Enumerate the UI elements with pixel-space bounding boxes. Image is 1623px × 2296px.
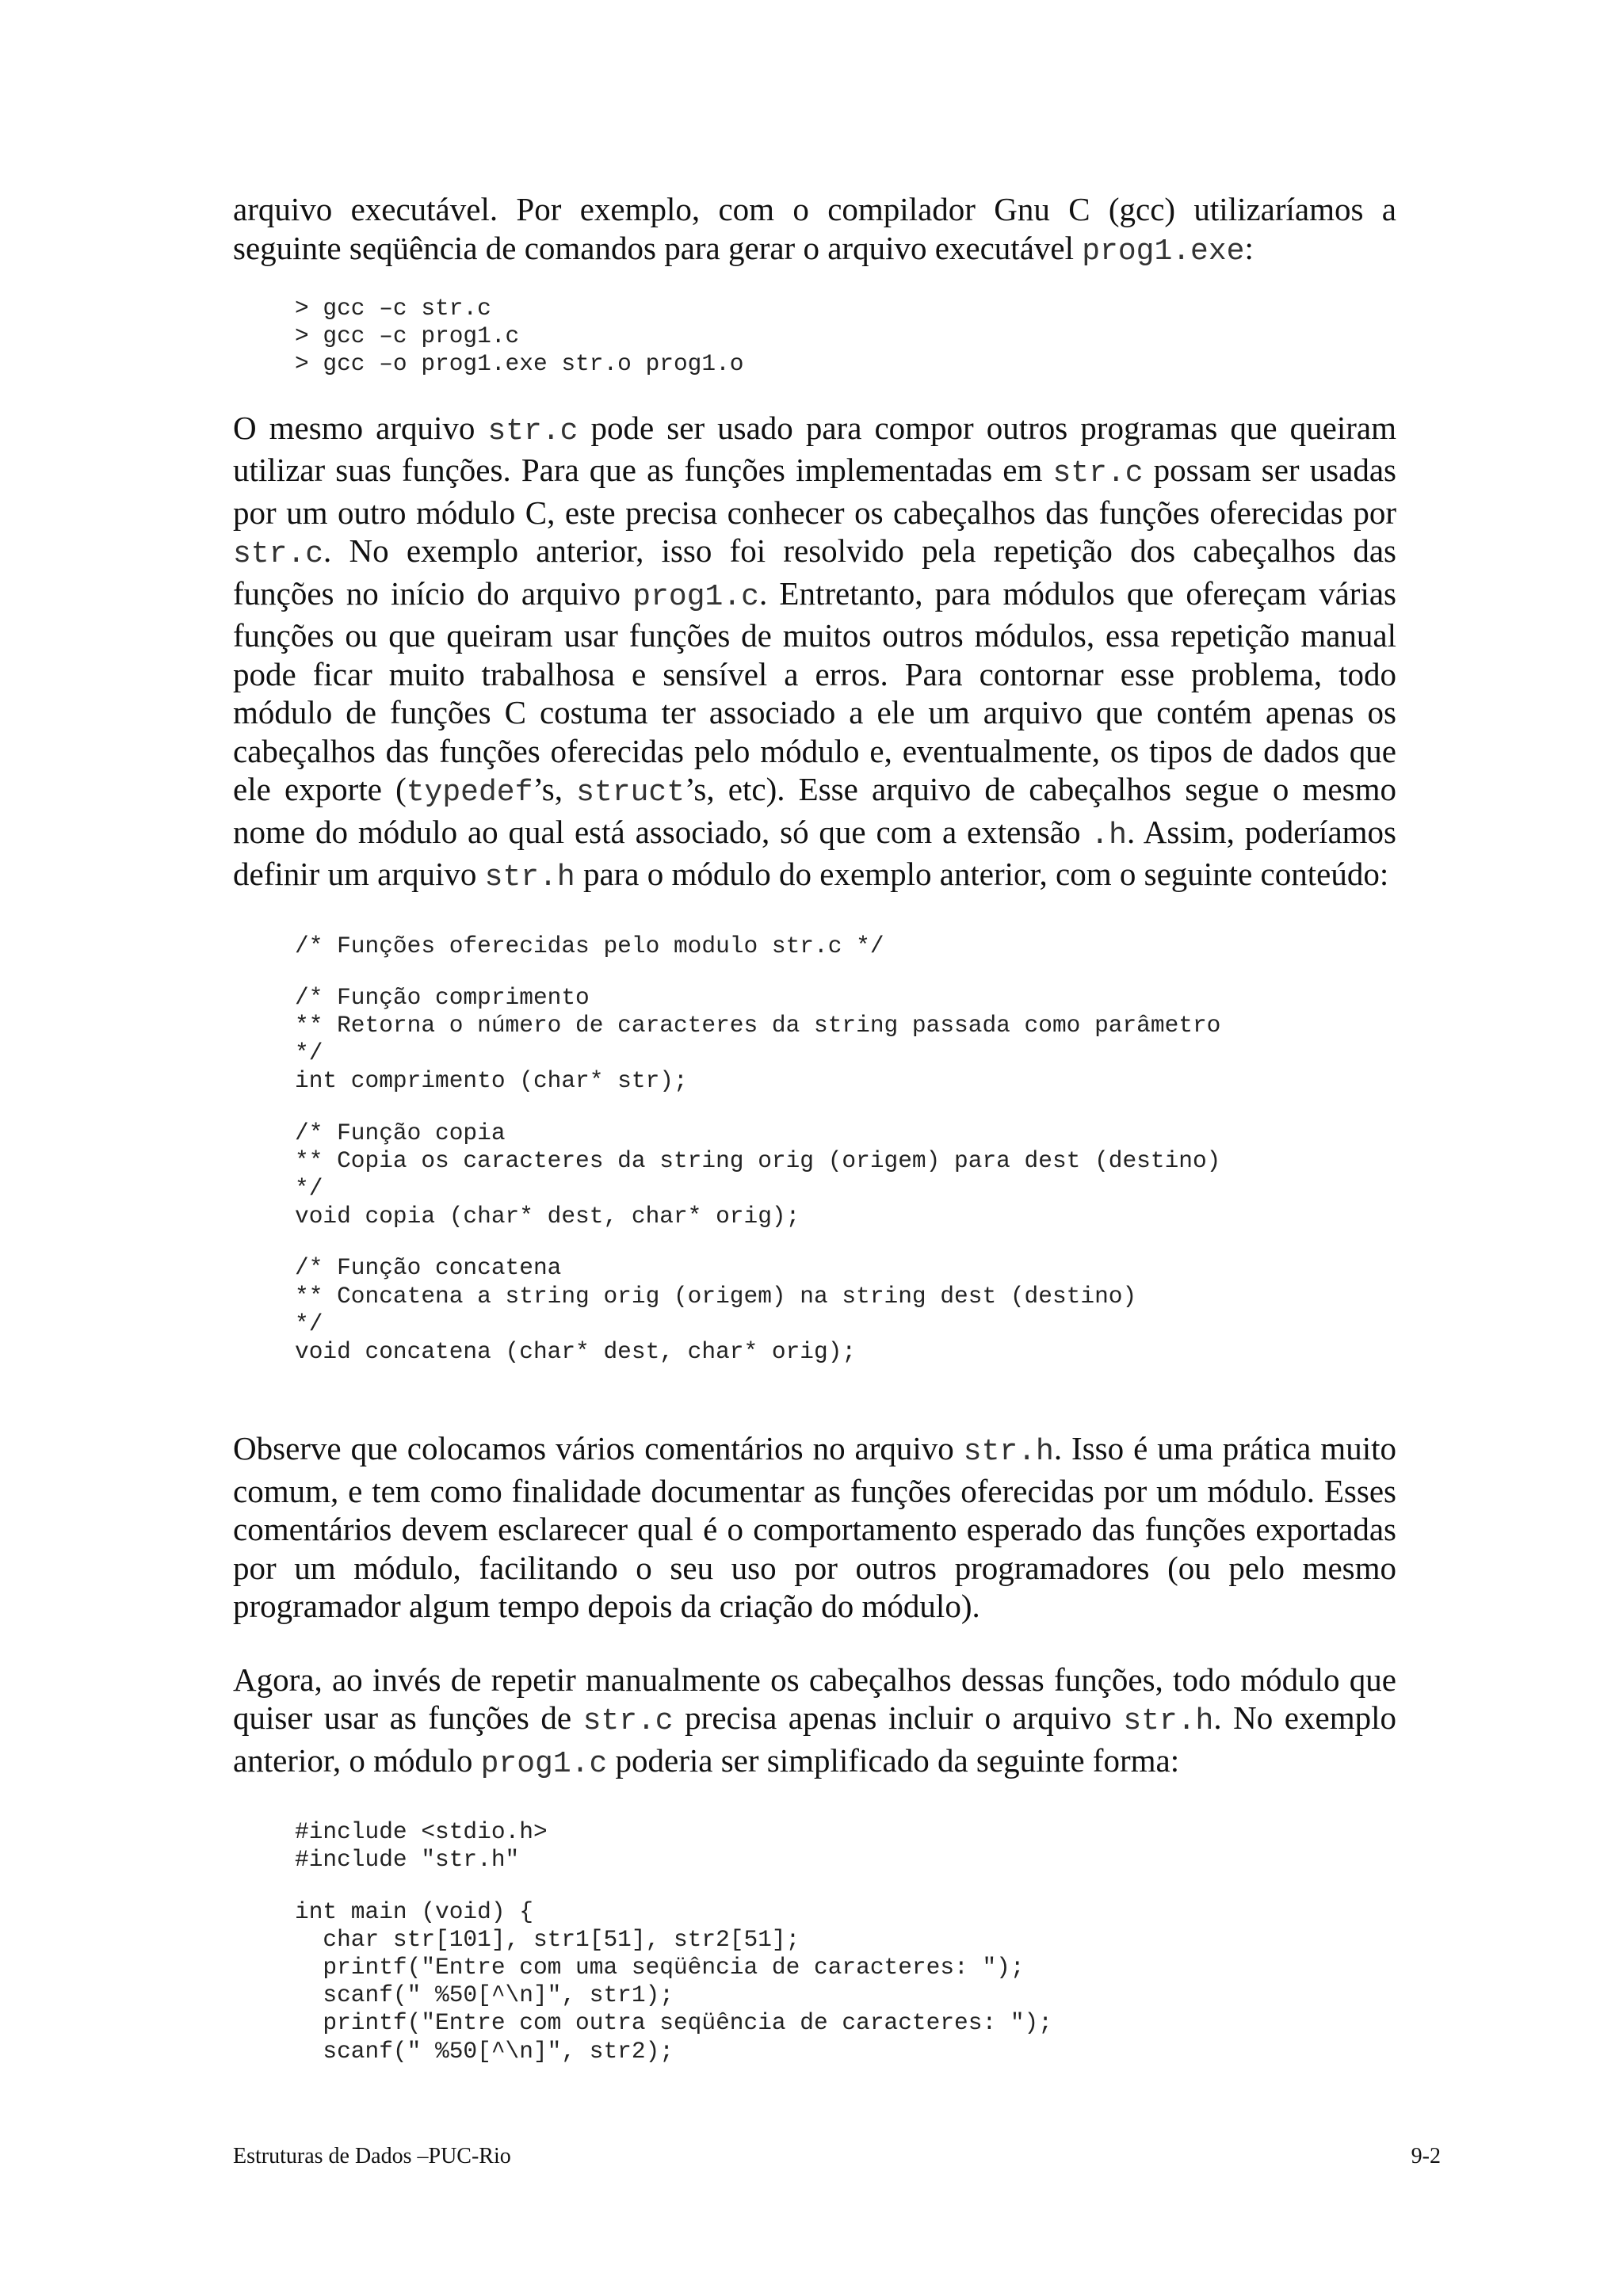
header-code-comprimento: /* Função comprimento ** Retorna o número de caracteres da string passada como parâmetro */ int comprimento (char* str); <box>295 983 1221 1095</box>
para2-text-1: O mesmo arquivo <box>233 409 488 446</box>
para4-code-1: str.c <box>582 1704 674 1739</box>
para4-text-3: . No exemplo anterior, o módulo <box>233 1699 1396 1779</box>
para4-code-2: str.h <box>1123 1704 1214 1739</box>
para2-text-3: possam ser usadas por um outro módulo C, este precisa conhecer os cabeçalhos das funções oferecidas por <box>233 452 1396 531</box>
para4-text-2: precisa apenas incluir o arquivo <box>673 1699 1124 1737</box>
para2-code-7: .h <box>1090 818 1127 852</box>
include-paragraph <box>233 1661 1396 1784</box>
para2-text-5: . Entretanto, para módulos que ofereçam várias funções ou que queiram usar funções de muitos outros módulos, essa repetição manual pode ficar muito trabalhosa e sensível a erros. Para contornar esse problema, todo módulo de funções C costuma ter associado a ele um arquivo que contém apenas os cabeçalhos das funções oferecidas pelo módulo e, eventualmente, os tipos de dados que ele exporte ( <box>233 574 1396 808</box>
para2-code-8: str.h <box>484 860 575 895</box>
prog-code-main: int main (void) { char str[101], str1[51], str2[51]; printf("Entre com uma seqüência de caracteres: "); scanf(" %50[^\n]", str1); printf("Entre com outra seqüência de caracteres: "); scanf(" %50[^\n]", str2); <box>295 1897 1052 2065</box>
para3-code-1: str.h <box>963 1435 1054 1470</box>
para4-code-3: prog1.c <box>480 1746 608 1781</box>
para3-text-2: . Isso é uma prática muito comum, e tem como finalidade documentar as funções oferecidas por um módulo. Esses comentários devem esclarecer qual é o comportamento esperado das funções exportadas por um módulo, facilitando o seu uso por outros programadores (ou pelo mesmo programador algum tempo depois da criação do módulo). <box>233 1430 1396 1625</box>
para2-code-3: str.c <box>233 537 324 572</box>
header-code-copia: /* Função copia ** Copia os caracteres da string orig (origem) para dest (destino) */ void copia (char* dest, char* orig); <box>295 1119 1221 1230</box>
para2-code-2: str.c <box>1052 456 1144 491</box>
para2-code-4: prog1.c <box>632 579 759 614</box>
para2-code-1: str.c <box>487 414 579 448</box>
header-code-title: /* Funções oferecidas pelo modulo str.c */ <box>295 932 884 959</box>
para2-code-5: typedef <box>406 776 533 810</box>
para4-text-4: poderia ser simplificado da seguinte forma: <box>607 1741 1180 1779</box>
para4-text-1: Agora, ao invés de repetir manualmente os cabeçalhos dessas funções, todo módulo que quiser usar as funções de <box>233 1661 1396 1737</box>
compile-commands-code: > gcc –c str.c > gcc –c prog1.c > gcc –o prog1.exe str.o prog1.o <box>295 295 744 378</box>
para2-text-9: para o módulo do exemplo anterior, com o seguinte conteúdo: <box>575 856 1389 893</box>
prog-code-includes: #include <stdio.h> #include "str.h" <box>295 1818 548 1874</box>
para2-code-6: struct <box>576 776 685 810</box>
intro-text: arquivo executável. Por exemplo, com o compilador Gnu C (gcc) utilizaríamos a seguinte seqüência de comandos para gerar o arquivo executável <box>233 191 1396 266</box>
para2-text-6: ’s, <box>533 771 577 808</box>
page-content <box>233 190 1396 2065</box>
footer-course-title: Estruturas de Dados –PUC-Rio <box>233 2144 511 2168</box>
para2-text-8: . Assim, poderíamos definir um arquivo <box>233 813 1396 893</box>
intro-end: : <box>1244 229 1254 266</box>
intro-code-file: prog1.exe <box>1082 234 1245 269</box>
header-code-concatena: /* Função concatena ** Concatena a string orig (origem) na string dest (destino) */ void concatena (char* dest, char* orig); <box>295 1254 1137 1366</box>
comments-paragraph <box>233 1429 1396 1626</box>
para2-text-2: pode ser usado para compor outros programas que queiram utilizar suas funções. Para que as funções implementadas em <box>233 409 1396 489</box>
para3-text-1: Observe que colocamos vários comentários no arquivo <box>233 1430 964 1467</box>
para2-text-7: ’s, etc). Esse arquivo de cabeçalhos segue o mesmo nome do módulo ao qual está associado, só que com a extensão <box>233 771 1396 850</box>
footer-page-number: 9-2 <box>1411 2144 1441 2168</box>
header-file-paragraph <box>233 409 1396 898</box>
para2-text-4: . No exemplo anterior, isso foi resolvido pela repetição dos cabeçalhos das funções no início do arquivo <box>233 532 1396 612</box>
intro-paragraph <box>233 190 1396 271</box>
